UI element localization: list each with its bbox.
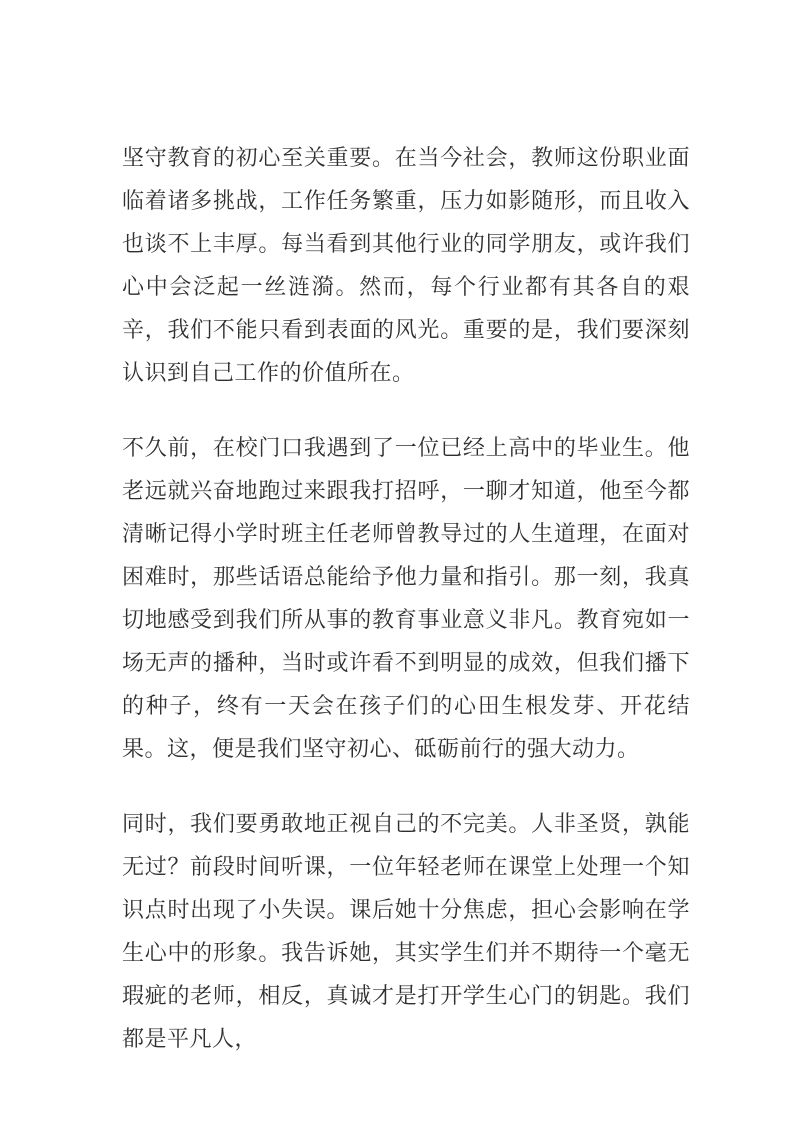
paragraph-3: 同时，我们要勇敢地正视自己的不完美。人非圣贤，孰能无过？前段时间听课，一位年轻老师在课堂上处理一个知识点时出现了小失误。课后她十分焦虑，担心会影响在学生心中的形象。我告诉她，其实学生们并不期待一个毫无瑕疵的老师，相反，真诚才是打开学生心门的钥匙。我们都是平凡人， bbox=[122, 812, 690, 1052]
document-body bbox=[122, 137, 690, 1061]
paragraph-2: 不久前，在校门口我遇到了一位已经上高中的毕业生。他老远就兴奋地跑过来跟我打招呼，一聊才知道，他至今都清晰记得小学时班主任老师曾教导过的人生道理，在面对困难时，那些话语总能给予他力量和指引。那一刻，我真切地感受到我们所从事的教育事业意义非凡。教育宛如一场无声的播种，当时或许看不到明显的成效，但我们播下的种子，终有一天会在孩子们的心田生根发芽、开花结果。这，便是我们坚守初心、砥砺前行的强大动力。 bbox=[122, 436, 690, 762]
paragraph-1: 坚守教育的初心至关重要。在当今社会，教师这份职业面临着诸多挑战，工作任务繁重，压力如影随形，而且收入也谈不上丰厚。每当看到其他行业的同学朋友，或许我们心中会泛起一丝涟漪。然而，每个行业都有其各自的艰辛，我们不能只看到表面的风光。重要的是，我们要深刻认识到自己工作的价值所在。 bbox=[122, 146, 690, 386]
